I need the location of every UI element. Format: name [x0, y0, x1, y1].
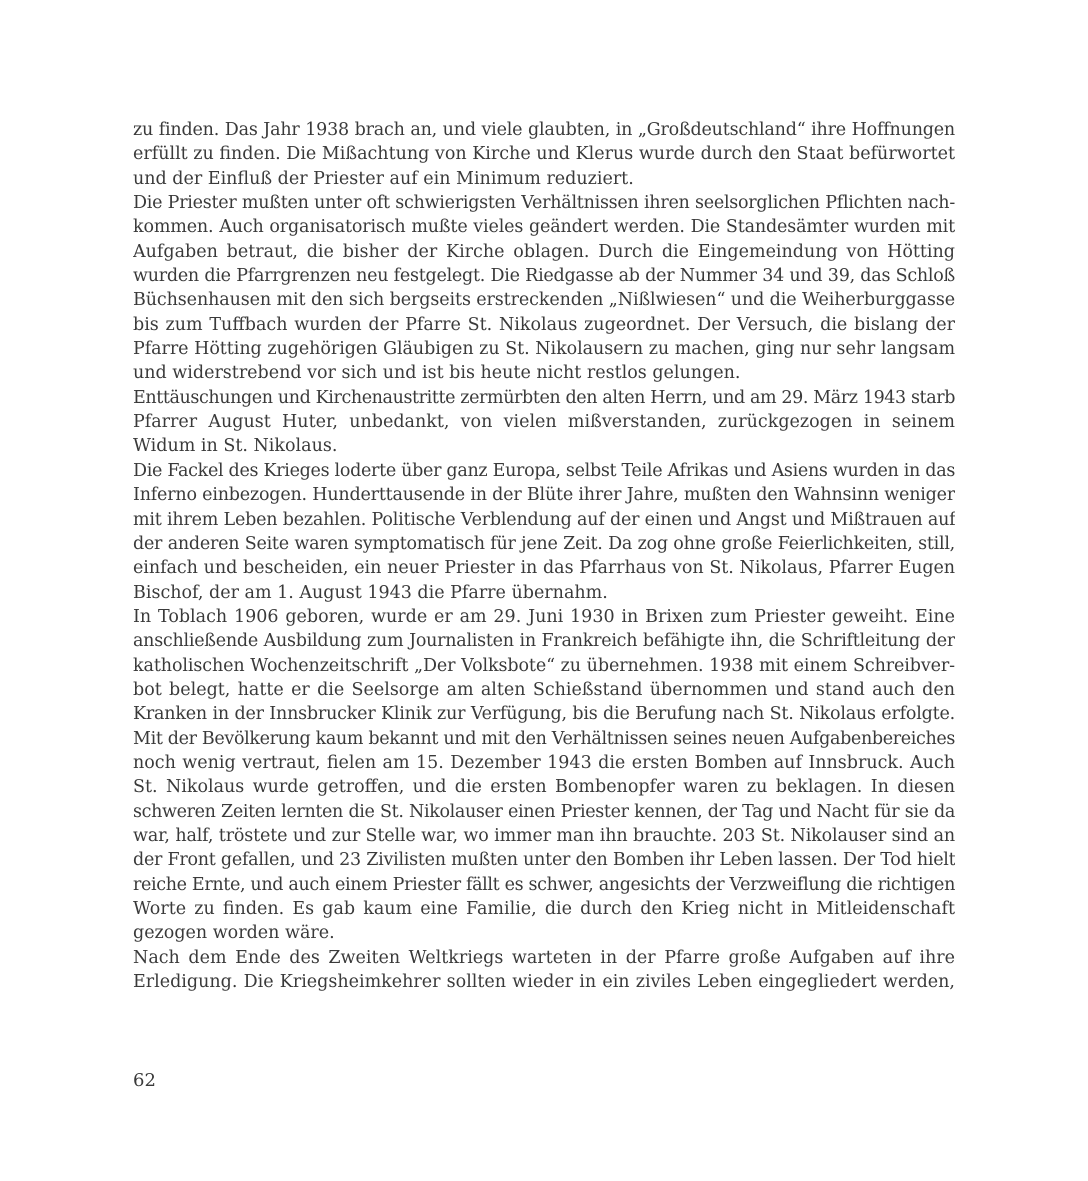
text-line: erfüllt zu finden. Die Mißachtung von Kirche und Klerus wurde durch den Staat befürwortet [133, 144, 955, 165]
text-line: Büchsenhausen mit den sich bergseits erstreckenden „Nißlwiesen“ und die Weiherburggasse [133, 290, 955, 311]
text-line: Bischof, der am 1. August 1943 die Pfarre übernahm. [133, 582, 608, 603]
text-line: Enttäuschungen und Kirchenaustritte zermürbten den alten Herrn, und am 29. März 1943 starb [133, 387, 955, 408]
text-line: anschließende Ausbildung zum Journalisten in Frankreich befähigte ihn, die Schriftleitung der [133, 631, 955, 652]
text-line: einfach und bescheiden, ein neuer Priester in das Pfarrhaus von St. Nikolaus, Pfarrer Eugen [133, 558, 955, 579]
text-line: Pfarrer August Huter, unbedankt, von vielen mißverstanden, zurückgezogen in seinem [133, 412, 955, 433]
paragraph [133, 191, 955, 386]
text-line: schweren Zeiten lernten die St. Nikolauser einen Priester kennen, der Tag und Nacht für sie da [133, 801, 955, 822]
text-line: katholischen Wochenzeitschrift „Der Volksbote“ zu übernehmen. 1938 mit einem Schreibver- [133, 655, 955, 676]
text-line: In Toblach 1906 geboren, wurde er am 29. Juni 1930 in Brixen zum Priester geweiht. Eine [133, 606, 955, 627]
text-line: reiche Ernte, und auch einem Priester fällt es schwer, angesichts der Verzweiflung die richtigen [133, 874, 955, 895]
paragraph [133, 605, 955, 946]
paragraph [133, 459, 955, 605]
text-line: Pfarre Hötting zugehörigen Gläubigen zu St. Nikolausern zu machen, ging nur sehr langsam [133, 339, 955, 360]
text-line: und der Einfluß der Priester auf ein Minimum reduziert. [133, 168, 634, 189]
text-line: Kranken in der Innsbrucker Klinik zur Verfügung, bis die Berufung nach St. Nikolaus erfolgte. [133, 704, 955, 725]
paragraph [133, 118, 955, 191]
paragraph [133, 946, 955, 995]
text-line: wurden die Pfarrgrenzen neu festgelegt. Die Riedgasse ab der Nummer 34 und 39, das Schloß [133, 266, 955, 287]
text-line: gezogen worden wäre. [133, 923, 335, 944]
text-line: Mit der Bevölkerung kaum bekannt und mit den Verhältnissen seines neuen Aufgabenbereiches [133, 728, 955, 749]
text-line: der anderen Seite waren symptomatisch für jene Zeit. Da zog ohne große Feierlichkeiten, still, [133, 533, 955, 554]
text-line: bot belegt, hatte er die Seelsorge am alten Schießstand übernommen und stand auch den [133, 679, 955, 700]
text-line: war, half, tröstete und zur Stelle war, wo immer man ihn brauchte. 203 St. Nikolauser sind an [133, 825, 955, 846]
text-line: bis zum Tuffbach wurden der Pfarre St. Nikolaus zugeordnet. Der Versuch, die bislang der [133, 314, 955, 335]
text-line: Aufgaben betraut, die bisher der Kirche oblagen. Durch die Eingemeindung von Hötting [133, 241, 955, 262]
text-line: kommen. Auch organisatorisch mußte vieles geändert werden. Die Standesämter wurden mit [133, 217, 955, 238]
text-line: Widum in St. Nikolaus. [133, 436, 338, 457]
text-line: Erledigung. Die Kriegsheimkehrer sollten wieder in ein ziviles Leben eingegliedert werden, [133, 972, 955, 993]
body-text [133, 118, 955, 994]
text-line: Die Fackel des Krieges loderte über ganz Europa, selbst Teile Afrikas und Asiens wurden in das [133, 460, 955, 481]
text-line: noch wenig vertraut, fielen am 15. Dezember 1943 die ersten Bomben auf Innsbruck. Auch [133, 752, 955, 773]
text-line: Nach dem Ende des Zweiten Weltkriegs warteten in der Pfarre große Aufgaben auf ihre [133, 947, 955, 968]
text-line: St. Nikolaus wurde getroffen, und die ersten Bombenopfer waren zu beklagen. In diesen [133, 777, 955, 798]
paragraph [133, 386, 955, 459]
page-number: 62 [133, 1070, 156, 1091]
text-line: Die Priester mußten unter oft schwierigsten Verhältnissen ihren seelsorglichen Pflichten nach- [133, 193, 955, 214]
text-line: Inferno einbezogen. Hunderttausende in der Blüte ihrer Jahre, mußten den Wahnsinn weniger [133, 485, 955, 506]
text-line: mit ihrem Leben bezahlen. Politische Verblendung auf der einen und Angst und Mißtrauen auf [133, 509, 955, 530]
text-line: Worte zu finden. Es gab kaum eine Familie, die durch den Krieg nicht in Mitleidenschaft [133, 899, 955, 919]
text-line: zu finden. Das Jahr 1938 brach an, und viele glaubten, in „Großdeutschland“ ihre Hoffnungen [133, 120, 955, 140]
text-line: und widerstrebend vor sich und ist bis heute nicht restlos gelungen. [133, 363, 741, 384]
text-line: der Front gefallen, und 23 Zivilisten mußten unter den Bomben ihr Leben lassen. Der Tod hielt [133, 850, 955, 871]
